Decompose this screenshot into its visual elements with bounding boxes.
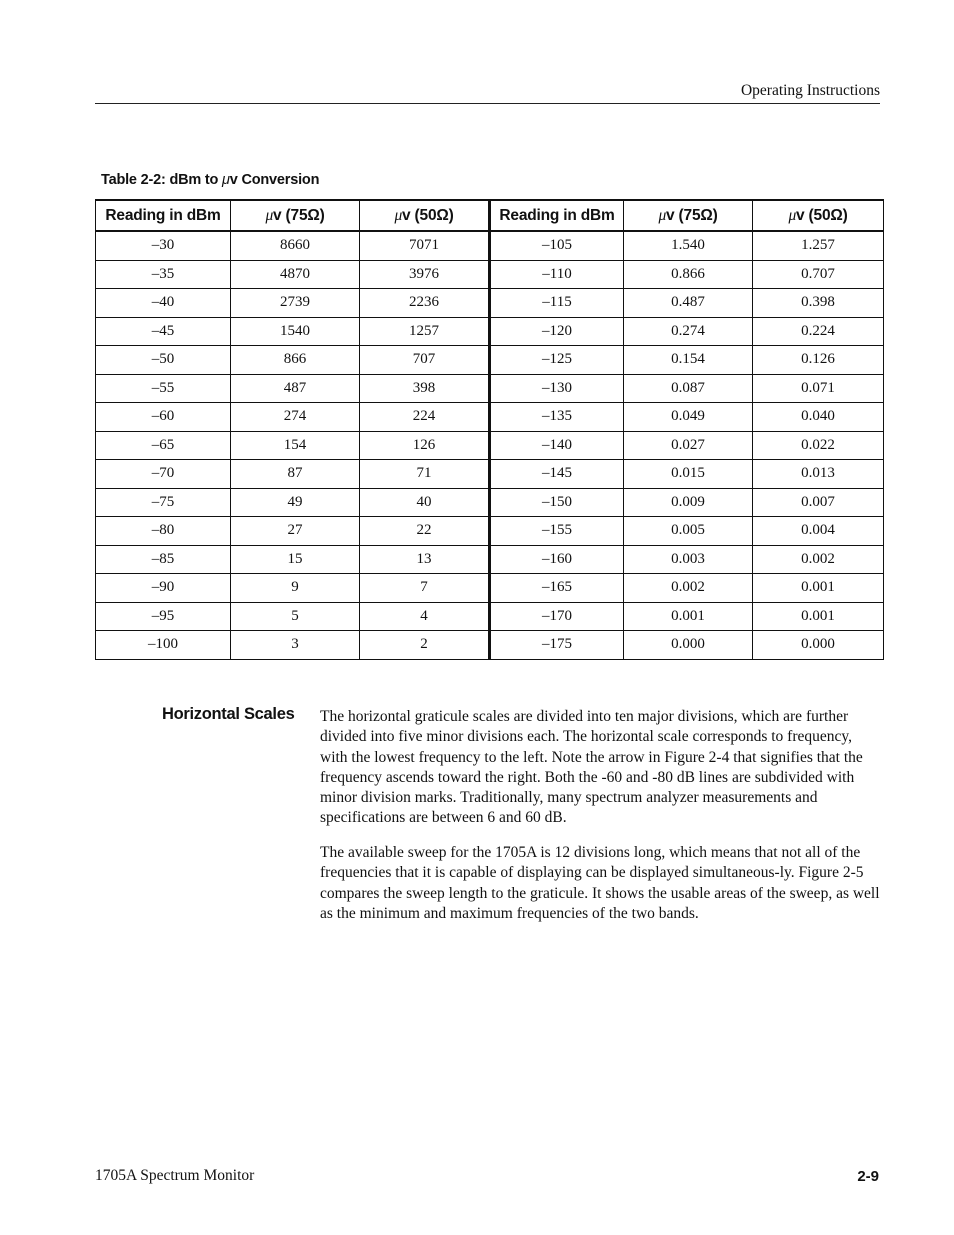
header-uv-50-2 <box>753 200 884 231</box>
cell-uv-75: 8660 <box>231 231 360 260</box>
table-row <box>96 317 884 346</box>
cell-uv-50: 3976 <box>360 260 490 289</box>
cell-uv-50: 22 <box>360 517 490 546</box>
cell-reading-dbm: –100 <box>96 631 231 660</box>
cell-uv-75-2: 0.049 <box>624 403 753 432</box>
header-label: v (50Ω) <box>402 206 454 224</box>
cell-reading-dbm: –35 <box>96 260 231 289</box>
cell-uv-50: 7071 <box>360 231 490 260</box>
cell-uv-75: 3 <box>231 631 360 660</box>
cell-reading-dbm: –70 <box>96 460 231 489</box>
cell-reading-dbm-2: –145 <box>490 460 624 489</box>
cell-reading-dbm-2: –155 <box>490 517 624 546</box>
header-mu-symbol: μ <box>394 206 403 224</box>
cell-uv-75-2: 0.487 <box>624 289 753 318</box>
cell-uv-50-2: 0.013 <box>753 460 884 489</box>
cell-uv-75-2: 0.274 <box>624 317 753 346</box>
cell-uv-50: 1257 <box>360 317 490 346</box>
cell-uv-75: 487 <box>231 374 360 403</box>
cell-uv-50-2: 0.004 <box>753 517 884 546</box>
table-row <box>96 431 884 460</box>
cell-uv-75: 27 <box>231 517 360 546</box>
cell-reading-dbm-2: –130 <box>490 374 624 403</box>
cell-uv-75-2: 0.866 <box>624 260 753 289</box>
cell-uv-75: 274 <box>231 403 360 432</box>
cell-uv-75-2: 0.002 <box>624 574 753 603</box>
cell-uv-75: 1540 <box>231 317 360 346</box>
cell-uv-50: 71 <box>360 460 490 489</box>
cell-uv-50: 2236 <box>360 289 490 318</box>
cell-reading-dbm: –80 <box>96 517 231 546</box>
cell-uv-50-2: 0.224 <box>753 317 884 346</box>
cell-uv-50-2: 1.257 <box>753 231 884 260</box>
cell-reading-dbm-2: –115 <box>490 289 624 318</box>
section-heading: Horizontal Scales <box>162 705 295 723</box>
cell-reading-dbm: –50 <box>96 346 231 375</box>
table-row <box>96 488 884 517</box>
cell-reading-dbm-2: –140 <box>490 431 624 460</box>
cell-uv-50-2: 0.002 <box>753 545 884 574</box>
table-row <box>96 545 884 574</box>
cell-uv-50: 13 <box>360 545 490 574</box>
cell-uv-50-2: 0.001 <box>753 602 884 631</box>
cell-reading-dbm: –90 <box>96 574 231 603</box>
cell-uv-75-2: 0.001 <box>624 602 753 631</box>
cell-uv-75-2: 1.540 <box>624 231 753 260</box>
cell-reading-dbm-2: –110 <box>490 260 624 289</box>
cell-uv-75-2: 0.005 <box>624 517 753 546</box>
table-row <box>96 260 884 289</box>
table-row <box>96 289 884 318</box>
cell-reading-dbm: –95 <box>96 602 231 631</box>
header-uv-75 <box>231 200 360 231</box>
cell-reading-dbm: –55 <box>96 374 231 403</box>
header-uv-50 <box>360 200 490 231</box>
caption-mu-symbol: μ <box>222 172 230 188</box>
cell-uv-75: 154 <box>231 431 360 460</box>
body-paragraph: The horizontal graticule scales are divided into ten major divisions, which are further divided into five minor divisions each. The horizontal scale corresponds to frequency, with the lowest frequency to the left. Note the arrow in Figure 2-4 that signifies that the frequency ascends toward the right. Both the -60 and -80 dB lines are subdivided with minor division marks. Traditionally, many spectrum analyzer measurements and specifications are between 6 and 60 dB. <box>320 708 863 827</box>
cell-reading-dbm: –85 <box>96 545 231 574</box>
header-mu-symbol: μ <box>265 206 274 224</box>
conversion-table <box>95 199 884 660</box>
cell-reading-dbm: –30 <box>96 231 231 260</box>
cell-uv-75-2: 0.015 <box>624 460 753 489</box>
cell-reading-dbm-2: –175 <box>490 631 624 660</box>
cell-uv-75: 2739 <box>231 289 360 318</box>
header-label: v (75Ω) <box>666 206 718 224</box>
cell-uv-50-2: 0.126 <box>753 346 884 375</box>
cell-uv-50: 224 <box>360 403 490 432</box>
cell-reading-dbm-2: –105 <box>490 231 624 260</box>
caption-suffix: v Conversion <box>229 172 320 188</box>
cell-uv-75-2: 0.027 <box>624 431 753 460</box>
cell-uv-50-2: 0.071 <box>753 374 884 403</box>
cell-uv-50-2: 0.001 <box>753 574 884 603</box>
cell-uv-75: 4870 <box>231 260 360 289</box>
cell-reading-dbm-2: –125 <box>490 346 624 375</box>
cell-uv-50: 707 <box>360 346 490 375</box>
table-row <box>96 631 884 660</box>
cell-uv-50-2: 0.007 <box>753 488 884 517</box>
cell-uv-75: 5 <box>231 602 360 631</box>
cell-uv-50: 7 <box>360 574 490 603</box>
table-row <box>96 602 884 631</box>
cell-reading-dbm-2: –170 <box>490 602 624 631</box>
cell-reading-dbm-2: –165 <box>490 574 624 603</box>
footer-page-number: 2-9 <box>857 1168 879 1185</box>
cell-uv-75: 87 <box>231 460 360 489</box>
caption-prefix: Table 2-2: dBm to <box>101 172 223 188</box>
table-row <box>96 460 884 489</box>
cell-uv-75-2: 0.003 <box>624 545 753 574</box>
cell-reading-dbm: –45 <box>96 317 231 346</box>
cell-uv-75-2: 0.087 <box>624 374 753 403</box>
table-row <box>96 374 884 403</box>
cell-uv-75: 9 <box>231 574 360 603</box>
footer-document-title: 1705A Spectrum Monitor <box>95 1167 255 1184</box>
cell-reading-dbm: –40 <box>96 289 231 318</box>
running-header: Operating Instructions <box>95 82 880 104</box>
cell-reading-dbm: –65 <box>96 431 231 460</box>
cell-uv-75-2: 0.000 <box>624 631 753 660</box>
cell-uv-75-2: 0.009 <box>624 488 753 517</box>
cell-reading-dbm: –60 <box>96 403 231 432</box>
body-paragraph: The available sweep for the 1705A is 12 divisions long, which means that not all of the frequencies that it is capable of displaying can be displayed simultaneous-ly. Figure 2-5 compares the sweep length to the graticule. It shows the usable areas of the sweep, as well as the minimum and maximum frequencies of the two bands. <box>320 844 880 922</box>
header-mu-symbol: μ <box>788 206 797 224</box>
cell-uv-75-2: 0.154 <box>624 346 753 375</box>
header-label: v (75Ω) <box>273 206 325 224</box>
cell-uv-50: 398 <box>360 374 490 403</box>
cell-uv-50: 2 <box>360 631 490 660</box>
header-mu-symbol: μ <box>658 206 667 224</box>
table-header-row <box>96 200 884 231</box>
table-caption <box>101 172 319 188</box>
header-reading-dbm-2: Reading in dBm <box>490 200 624 231</box>
table-body <box>96 231 884 659</box>
cell-reading-dbm-2: –150 <box>490 488 624 517</box>
cell-uv-50-2: 0.040 <box>753 403 884 432</box>
header-uv-75-2 <box>624 200 753 231</box>
table-row <box>96 346 884 375</box>
cell-uv-75: 866 <box>231 346 360 375</box>
header-label: v (50Ω) <box>796 206 848 224</box>
cell-uv-75: 49 <box>231 488 360 517</box>
cell-reading-dbm: –75 <box>96 488 231 517</box>
cell-uv-50-2: 0.398 <box>753 289 884 318</box>
cell-reading-dbm-2: –135 <box>490 403 624 432</box>
cell-uv-50: 40 <box>360 488 490 517</box>
cell-uv-50-2: 0.022 <box>753 431 884 460</box>
table-row <box>96 574 884 603</box>
cell-uv-75: 15 <box>231 545 360 574</box>
cell-uv-50: 126 <box>360 431 490 460</box>
table-row <box>96 403 884 432</box>
table-row <box>96 517 884 546</box>
cell-uv-50: 4 <box>360 602 490 631</box>
cell-uv-50-2: 0.707 <box>753 260 884 289</box>
table-row <box>96 231 884 260</box>
cell-uv-50-2: 0.000 <box>753 631 884 660</box>
header-reading-dbm: Reading in dBm <box>96 200 231 231</box>
cell-reading-dbm-2: –120 <box>490 317 624 346</box>
cell-reading-dbm-2: –160 <box>490 545 624 574</box>
